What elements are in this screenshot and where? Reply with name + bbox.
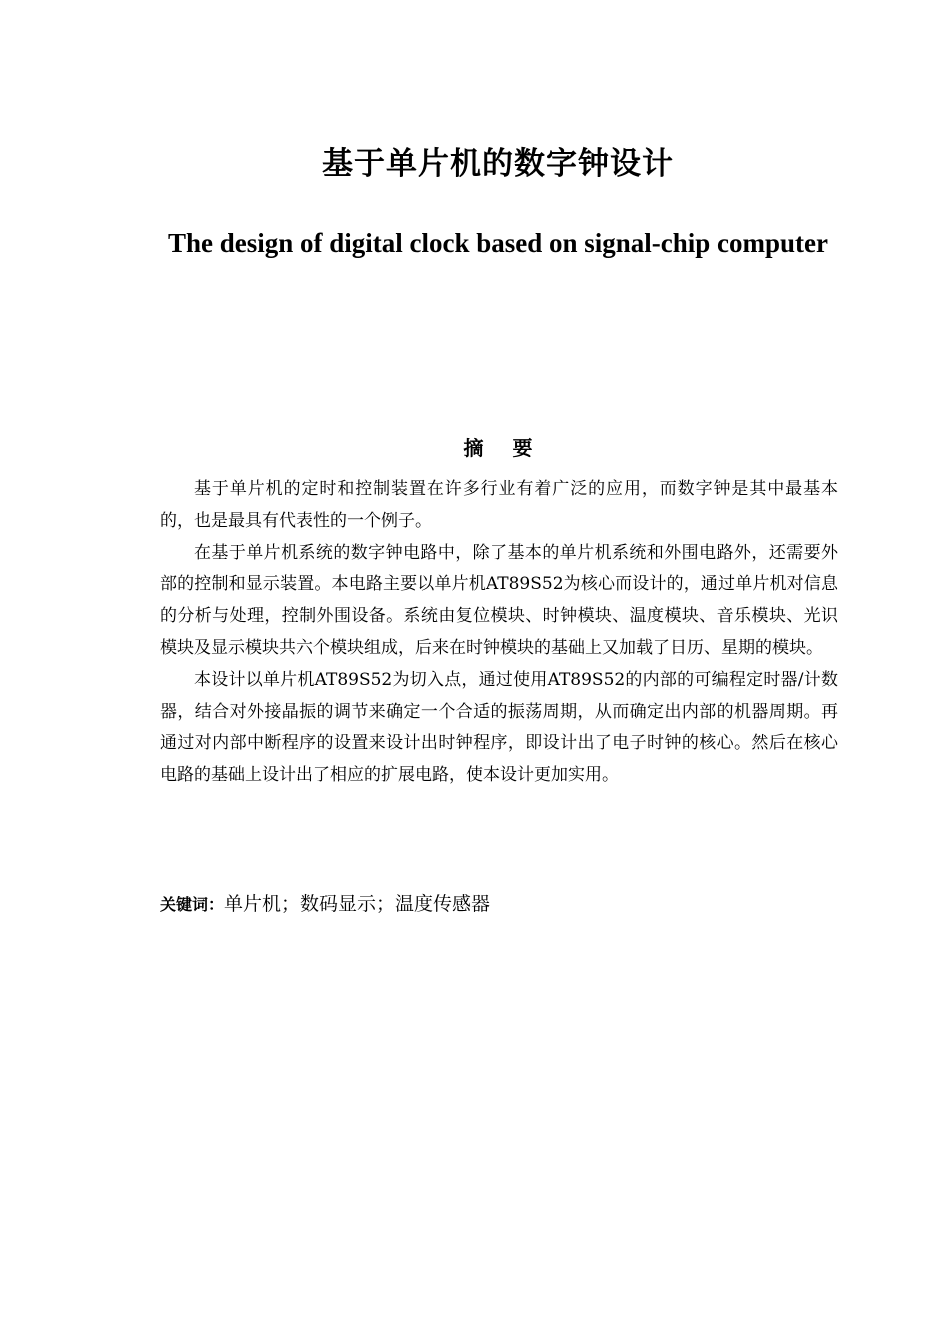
abstract-paragraph-3: 本设计以单片机AT89S52为切入点，通过使用AT89S52的内部的可编程定时器/计数器，结合对外接晶振的调节来确定一个合适的振荡周期，从而确定出内部的机器周期。再通过对内部中断程序的设置来设计出时钟程序，即设计出了电子时钟的核心。然后在核心电路的基础上设计出了相应的扩展电路，使本设计更加实用。 [160,669,838,786]
abstract-body [160,474,838,792]
chinese-title: 基于单片机的数字钟设计 [322,146,674,182]
keywords-value: 单片机；数码显示；温度传感器 [224,893,491,915]
english-title: The design of digital clock based on signal-chip computer [167,228,829,258]
keywords-label: 关键词： [160,895,225,914]
abstract-heading: 摘 要 [463,436,533,460]
abstract-paragraph-2: 在基于单片机系统的数字钟电路中，除了基本的单片机系统和外围电路外，还需要外部的控制和显示装置。本电路主要以单片机AT89S52为核心而设计的，通过单片机对信息的分析与处理，控制外围设备。系统由复位模块、时钟模块、温度模块、音乐模块、光识模块及显示模块共六个模块组成，后来在时钟模块的基础上又加载了日历、星期的模块。 [160,542,838,658]
abstract-paragraph-1: 基于单片机的定时和控制装置在许多行业有着广泛的应用，而数字钟是其中最基本的，也是最具有代表性的一个例子。 [160,479,838,531]
keywords-line [160,888,838,921]
